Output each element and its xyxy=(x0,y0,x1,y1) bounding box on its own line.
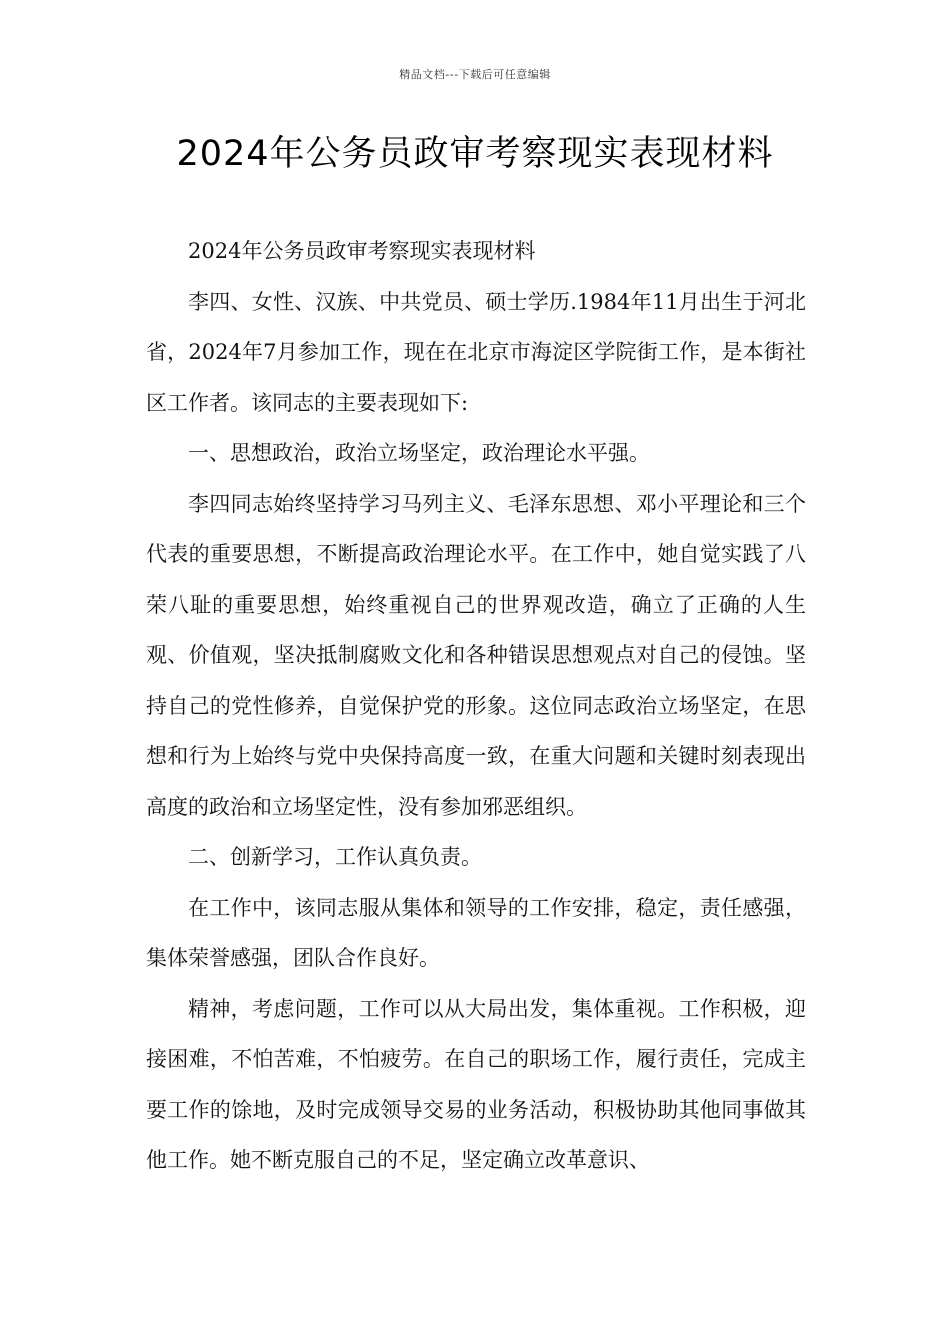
paragraph-political-stance: 李四同志始终坚持学习马列主义、毛泽东思想、邓小平理论和三个代表的重要思想，不断提高政治理论水平。在工作中，她自觉实践了八荣八耻的重要思想，始终重视自己的世界观改造，确立了正确的人生观、价值观，坚决抵制腐败文化和各种错误思想观点对自己的侵蚀。坚持自己的党性修养，自觉保护党的形象。这位同志政治立场坚定，在思想和行为上始终与党中央保持高度一致，在重大问题和关键时刻表现出高度的政治和立场坚定性，没有参加邪恶组织。 xyxy=(146,491,806,819)
paragraph-personal-info: 李四、女性、汉族、中共党员、硕士学历.1984年11月出生于河北省，2024年7月参加工作，现在在北京市海淀区学院街工作，是本街社区工作者。该同志的主要表现如下: xyxy=(146,289,806,415)
paragraph-work-spirit: 精神，考虑问题，工作可以从大局出发，集体重视。工作积极，迎接困难，不怕苦难，不怕疲劳。在自己的职场工作，履行责任，完成主要工作的馀地，及时完成领导交易的业务活动，积极协助其他同事做其他工作。她不断克服自己的不足，坚定确立改革意识、 xyxy=(146,996,806,1172)
section-heading-1: 一、思想政治，政治立场坚定，政治理论水平强。 xyxy=(188,441,650,465)
document-body xyxy=(146,226,806,1186)
header-note: 精品文档---下载后可任意编辑 xyxy=(399,68,551,81)
section-heading-2: 二、创新学习，工作认真负责。 xyxy=(188,845,482,869)
paragraph-work-attitude: 在工作中，该同志服从集体和领导的工作安排，稳定，责任感强，集体荣誉感强，团队合作良好。 xyxy=(146,895,806,970)
document-title: 2024年公务员政审考察现实表现材料 xyxy=(176,134,774,174)
paragraph-subtitle: 2024年公务员政审考察现实表现材料 xyxy=(188,239,536,263)
